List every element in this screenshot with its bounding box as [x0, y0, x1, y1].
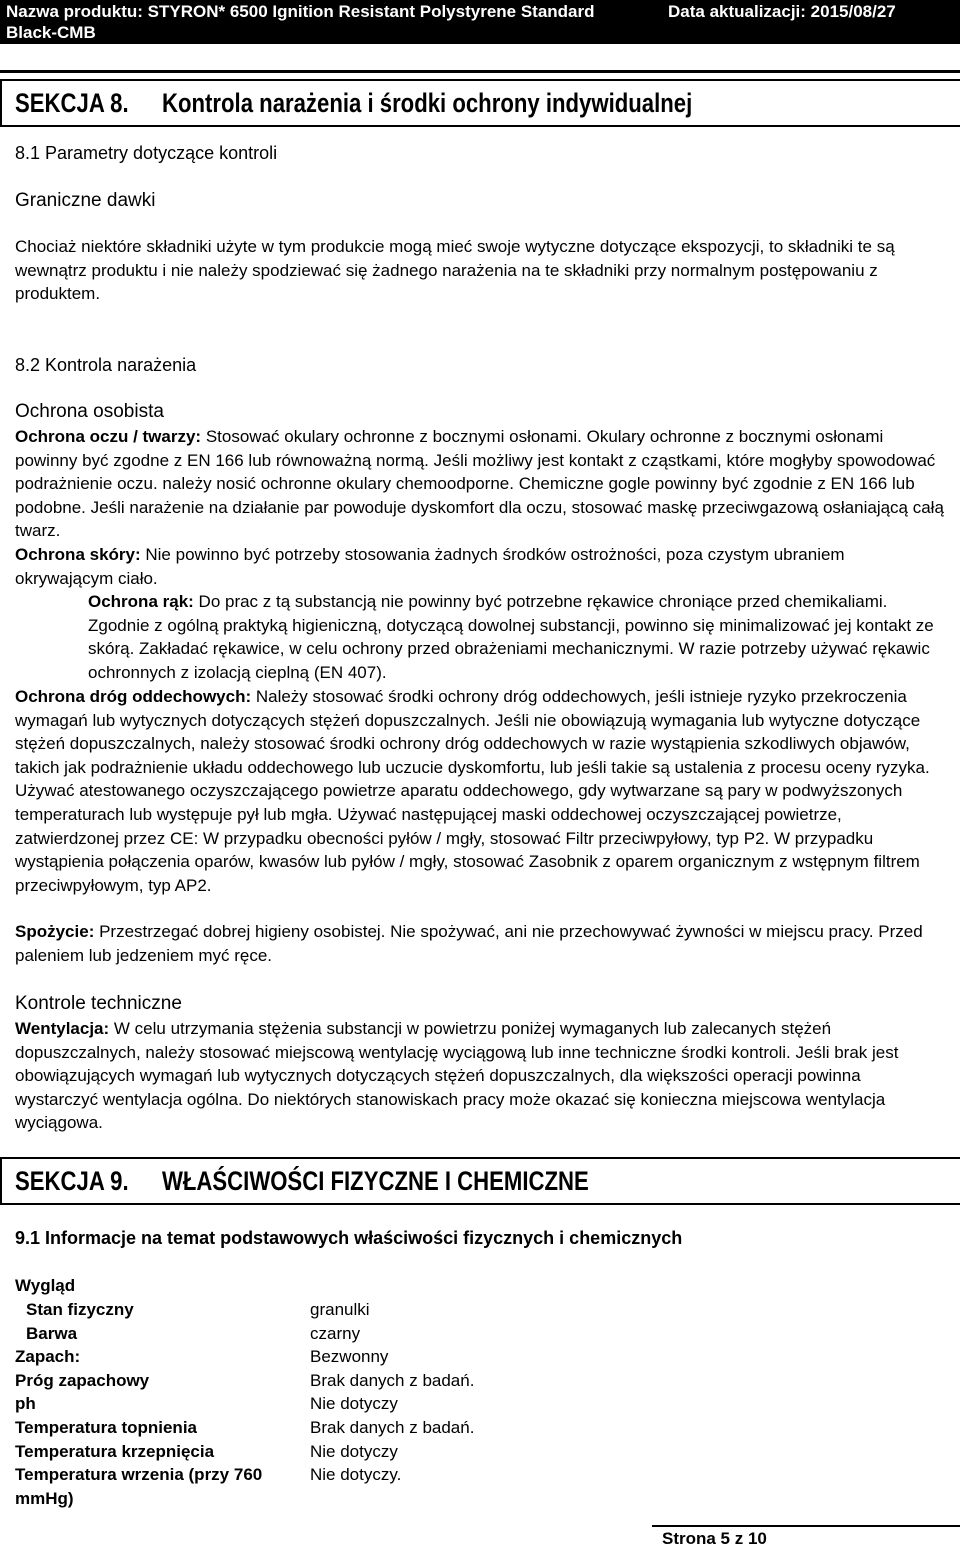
property-label: ph: [15, 1394, 36, 1413]
subsection-8-1-title: 8.1 Parametry dotyczące kontroli: [15, 143, 278, 163]
ventilation-text: W celu utrzymania stężenia substancji w powietrzu poniżej wymaganych lub zalecanych stężeń dopuszczalnych, należy stosować miejscową wentylację wyciągową lub inne techniczne środki kontroli. Jeśli brak jest obowiązujących wymagań lub wytycznych dotyczących stężeń dopuszczalnych, dla większości operacji powinna wystarczyć wentylacja ogólna. Do niektórych stanowiskach pracy może okazać się konieczna miejscowa wentylacja wyciągowa.: [15, 1019, 899, 1133]
eye-protection-text: Stosować okulary ochronne z bocznymi osłonami. Okulary ochronne z bocznymi osłonami powinny być zgodne z EN 166 lub równoważną normą. Jeśli możliwy jest kontakt z cząstkami, które mogłyby spowodować podrażnienie oczu. należy nosić ochronne okulary chemoodporne. Chemiczne gogle powinny być zgodnie z EN 166 lub podobne. Jeśli narażenie na działanie par powoduje dyskomfort dla oczu, stosować maskę przeciwgazową osłaniającą całą twarz.: [15, 427, 944, 541]
property-value: Brak danych z badań.: [310, 1371, 475, 1390]
property-value: Nie dotyczy: [310, 1394, 398, 1413]
property-value: Nie dotyczy: [310, 1442, 398, 1461]
section-9-title: WŁAŚCIWOŚCI FIZYCZNE I CHEMICZNE: [162, 1166, 589, 1196]
ingestion-paragraph: [15, 920, 945, 967]
subsection-9-1-title: 9.1 Informacje na temat podstawowych właściwości fizycznych i chemicznych: [15, 1228, 683, 1248]
property-value: Nie dotyczy.: [310, 1465, 402, 1484]
personal-protection-title: Ochrona osobista: [15, 401, 164, 422]
property-value: czarny: [310, 1324, 361, 1343]
skin-protection-label: Ochrona skóry:: [15, 545, 141, 564]
product-name: Nazwa produktu: STYRON* 6500 Ignition Resistant Polystyrene Standard Black-CMB: [6, 2, 595, 42]
skin-protection-text: Nie powinno być potrzeby stosowania żadnych środków ostrożności, poza czystym ubraniem okrywającym ciało.: [15, 545, 845, 588]
property-label: Temperatura krzepnięcia: [15, 1442, 215, 1461]
header-rule: [0, 70, 960, 73]
ingestion-label: Spożycie:: [15, 922, 95, 941]
property-label: Stan fizyczny: [26, 1300, 134, 1319]
ventilation-label: Wentylacja:: [15, 1019, 110, 1038]
property-label: Próg zapachowy: [15, 1371, 150, 1390]
hand-protection-paragraph: [88, 590, 948, 684]
engineering-controls-title: Kontrole techniczne: [15, 993, 182, 1014]
property-value: Bezwonny: [310, 1347, 389, 1366]
property-value: Brak danych z badań.: [310, 1418, 475, 1437]
page-number: Strona 5 z 10: [662, 1529, 767, 1548]
respiratory-protection-paragraph: [15, 685, 945, 897]
section-8-heading: [0, 79, 960, 127]
exposure-limits-text: Chociaż niektóre składniki użyte w tym produkcie mogą mieć swoje wytyczne dotyczące ekspozycji, to składniki te są wewnątrz produktu i nie należy spodziewać się żadnego narażenia na te składniki przy normalnym postępowaniu z produktem.: [15, 237, 895, 304]
revision-date: Data aktualizacji: 2015/08/27: [668, 2, 896, 21]
skin-protection-paragraph: [15, 543, 945, 590]
eye-protection-paragraph: [15, 425, 945, 543]
document-header: [0, 0, 960, 44]
ventilation-paragraph: [15, 1017, 945, 1135]
eye-protection-label: Ochrona oczu / twarzy:: [15, 427, 202, 446]
respiratory-protection-text: Należy stosować środki ochrony dróg oddechowych, jeśli istnieje ryzyko przekroczenia wymagań lub wytycznych dotyczących stężeń dopuszczalnych. Jeśli nie obowiązują wymagania lub wytyczne dotyczące stężeń dopuszczalnych, należy stosować środki ochrony dróg oddechowych w razie wystąpienia szkodliwych objawów, takich jak podrażnienie układu oddechowego lub uczucie dyskomfortu, lub jeśli takie są ustalenia z procesu oceny ryzyka. Używać atestowanego oczyszczającego powietrze aparatu oddechowego, gdy wytwarzane są pary w podwyższonych temperaturach lub występuje pył lub mgła. Używać następującej maski oddechowej oczyszczającej powietrze, zatwierdzonej przez CE: W przypadku obecności pyłów / mgły, stosować Filtr przeciwpyłowy, typ P2. W przypadku wystąpienia połączenia oparów, kwasów lub pyłów / mgły, stosować Zasobnik z oparem organicznym z wstępnym filtrem przeciwpyłowym, typ AP2.: [15, 687, 930, 895]
appearance-label: Wygląd: [15, 1276, 76, 1295]
exposure-limits-title: Graniczne dawki: [15, 190, 156, 211]
hand-protection-label: Ochrona rąk:: [88, 592, 194, 611]
ingestion-text: Przestrzegać dobrej higieny osobistej. Nie spożywać, ani nie przechowywać żywności w miejscu pracy. Przed paleniem lub jedzeniem myć ręce.: [15, 922, 923, 965]
footer-rule: [652, 1525, 960, 1527]
hand-protection-text: Do prac z tą substancją nie powinny być potrzebne rękawice chroniące przed chemikaliami. Zgodnie z ogólną praktyką higieniczną, dotyczącą dowolnej substancji, powinno się minimalizować jej kontakt ze skórą. Zakładać rękawice, w celu ochrony przed obrażeniami mechanicznymi. W razie potrzeby używać rękawic ochronnych z izolacją cieplną (EN 407).: [88, 592, 934, 682]
section-8-title: Kontrola narażenia i środki ochrony indywidualnej: [162, 88, 693, 118]
property-label: Temperatura wrzenia (przy 760 mmHg): [15, 1465, 263, 1508]
section-9-number: SEKCJA 9.: [15, 1166, 129, 1196]
property-label: Zapach:: [15, 1347, 81, 1366]
respiratory-protection-label: Ochrona dróg oddechowych:: [15, 687, 252, 706]
property-label: Barwa: [26, 1324, 78, 1343]
section-9-heading: [0, 1157, 960, 1205]
subsection-8-2-title: 8.2 Kontrola narażenia: [15, 355, 197, 375]
property-value: granulki: [310, 1300, 370, 1319]
property-label: Temperatura topnienia: [15, 1418, 197, 1437]
section-8-number: SEKCJA 8.: [15, 88, 129, 118]
